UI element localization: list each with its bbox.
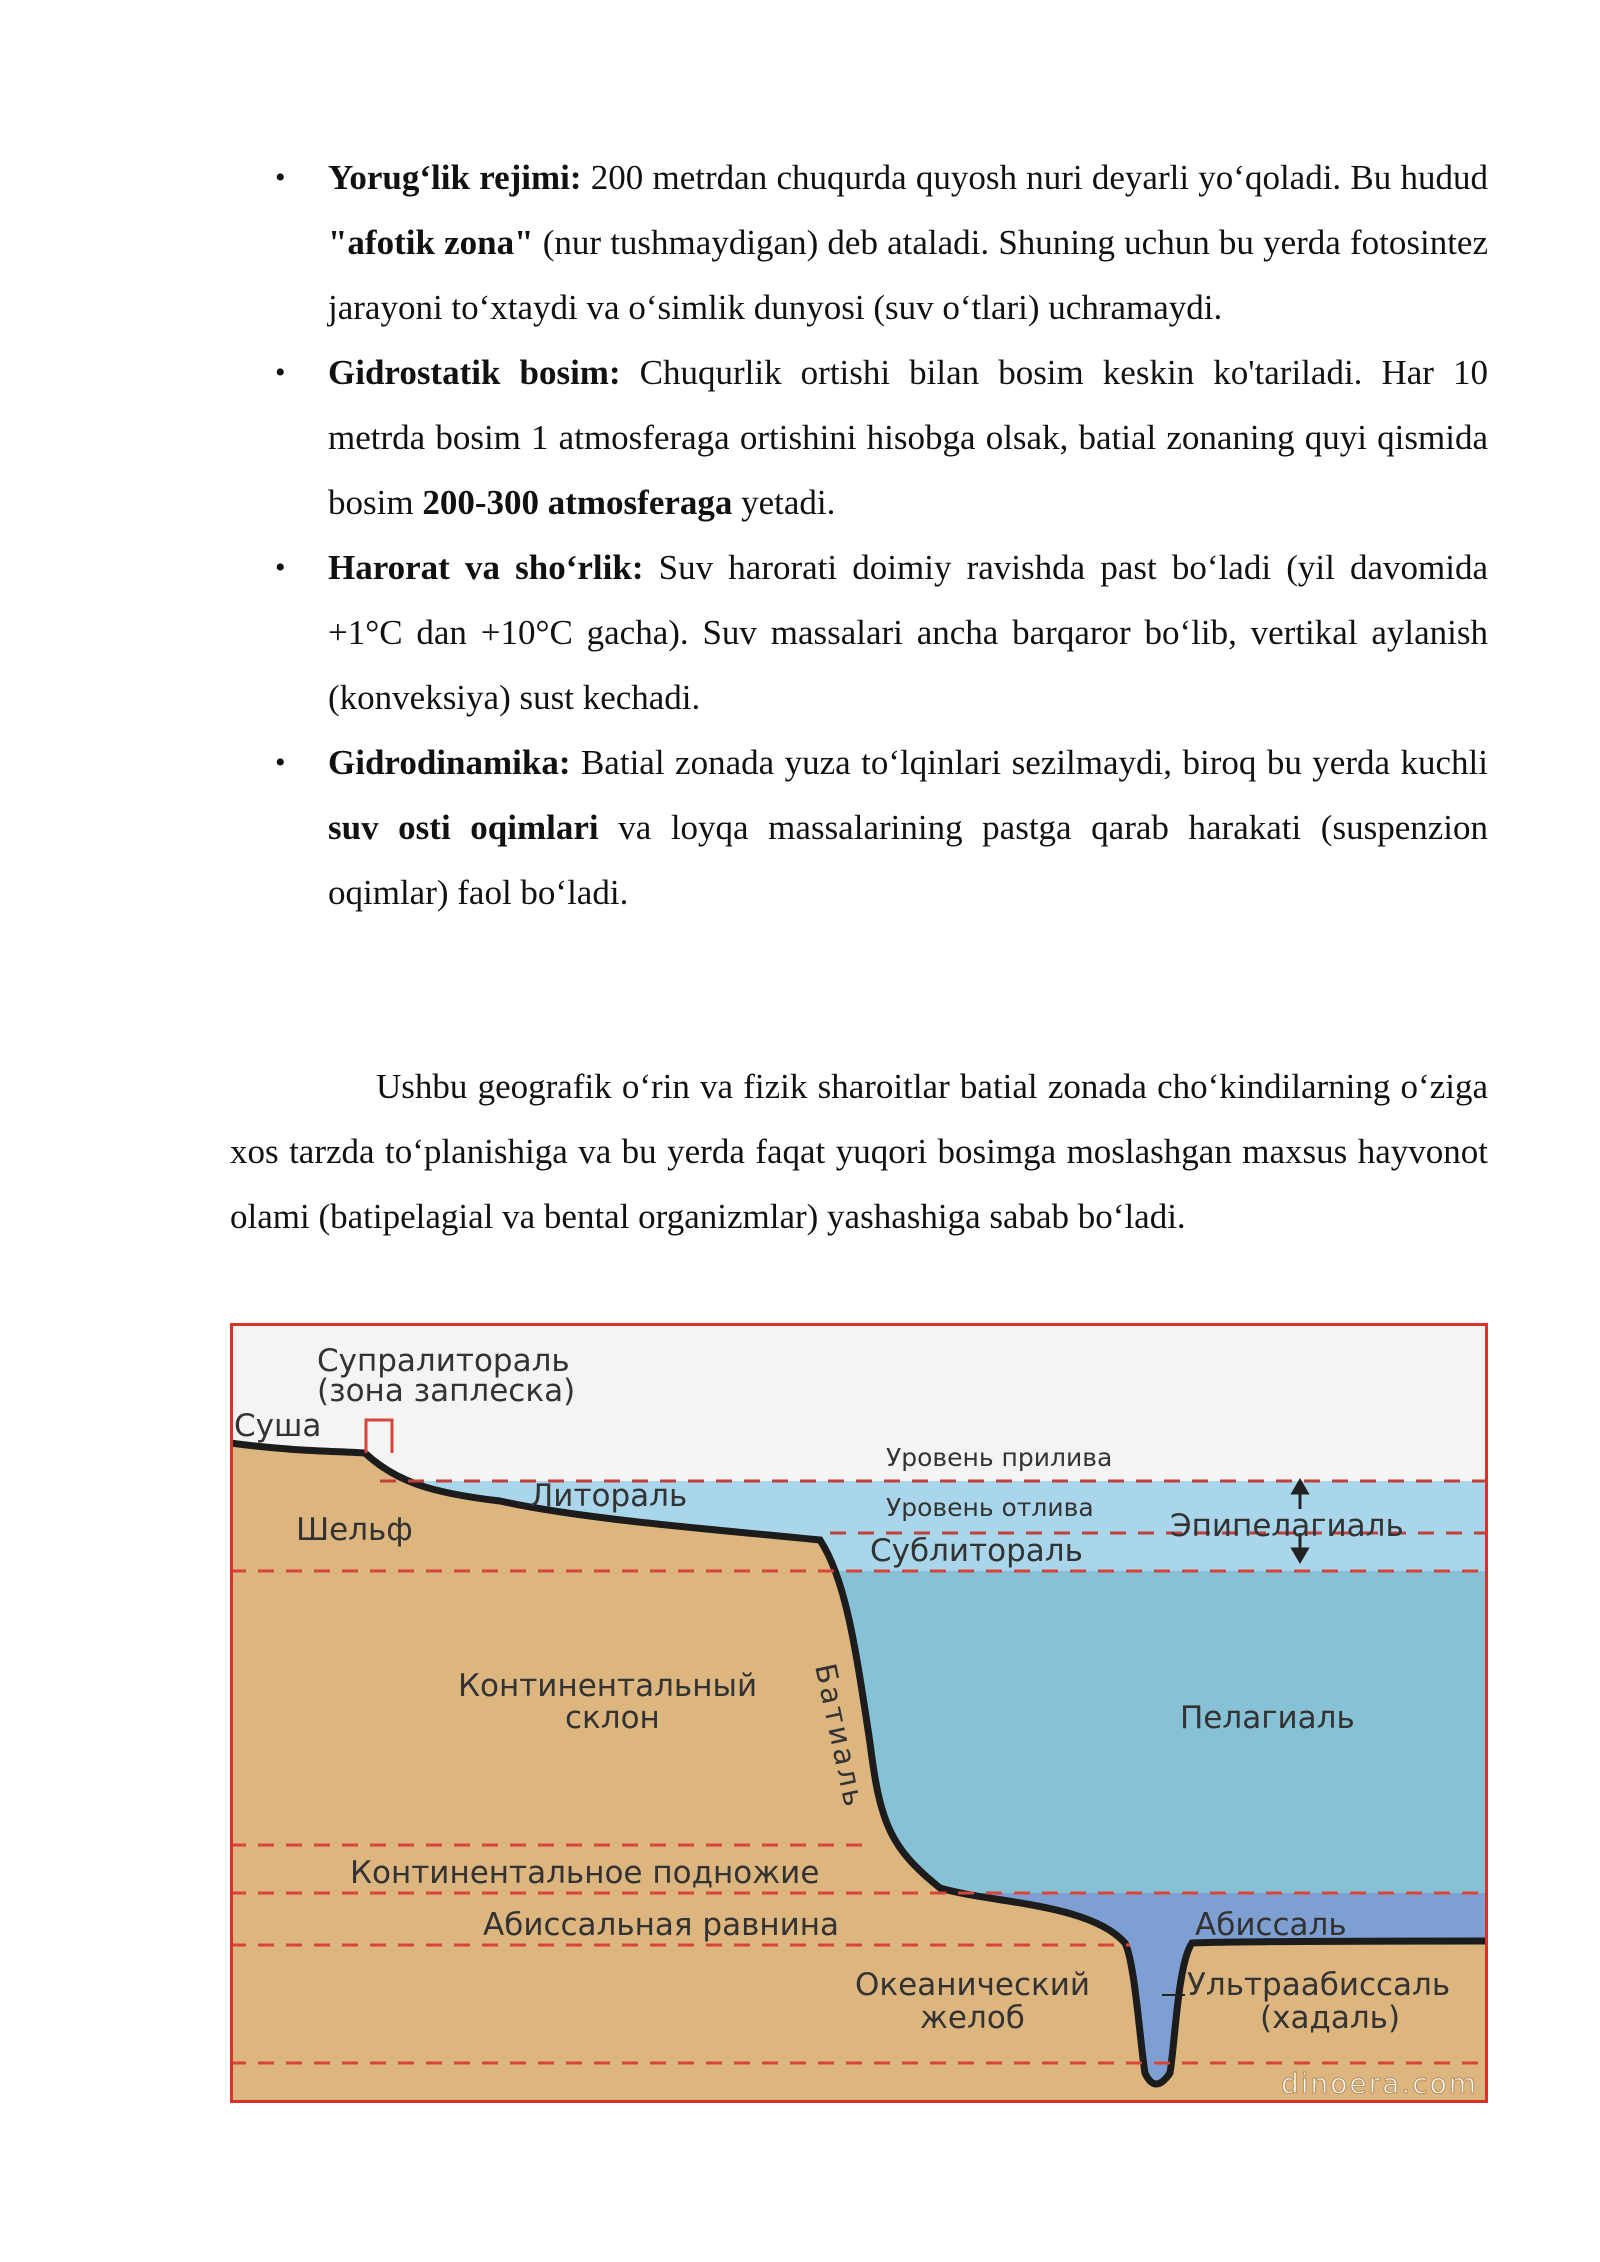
bullet-term: Harorat va sho‘rlik:	[328, 548, 644, 587]
bullet-list	[230, 145, 1488, 925]
bullet-bold-text: "afotik zona"	[328, 223, 534, 262]
label-high-tide: Уровень прилива	[886, 1443, 1113, 1472]
bullet-item	[230, 340, 1488, 535]
label-abyssal-plain: Абиссальная равнина	[483, 1907, 840, 1943]
label-trench: желоб	[920, 2000, 1025, 2036]
bullet-text: 200 metrdan chuqurda quyosh nuri deyarli yo‘qoladi. Bu hudud	[581, 158, 1488, 197]
bullet-item	[230, 145, 1488, 340]
bullet-text: va loyqa massalarining pastga qarab harakati (suspenzion oqimlar) faol bo‘ladi.	[328, 808, 1488, 912]
label-continental-slope: Континентальный	[458, 1668, 758, 1704]
bullet-bold-text: suv osti oqimlari	[328, 808, 599, 847]
label-pelagial: Пелагиаль	[1180, 1700, 1355, 1736]
bullet-dot: •	[275, 746, 286, 779]
label-low-tide: Уровень отлива	[886, 1493, 1094, 1522]
label-abyssal: Абиссаль	[1195, 1907, 1347, 1943]
label-epipelagial: Эпипелагиаль	[1170, 1508, 1404, 1544]
label-bathyal: Батиаль	[808, 1660, 873, 1813]
label-ultraabyssal: Ультраабиссаль	[1187, 1967, 1451, 2003]
label-oceanic-trench: Океанический	[855, 1967, 1091, 2003]
label-continental-rise: Континентальное подножие	[350, 1855, 820, 1891]
label-land: Суша	[234, 1408, 322, 1444]
bullet-term: Yorug‘lik rejimi:	[328, 158, 582, 197]
bullet-text: (nur tushmaydigan) deb ataladi. Shuning uchun bu yerda fotosintez jarayoni to‘xtaydi va o‘simlik dunyosi (suv o‘tlari) uchramaydi.	[328, 223, 1488, 327]
bullet-bold-text: 200-300 atmosferaga	[422, 483, 733, 522]
bullet-term: Gidrostatik bosim:	[328, 353, 621, 392]
body-paragraph: Ushbu geografik o‘rin va fizik sharoitlar batial zonada cho‘kindilarning o‘ziga xos tarzda to‘planishiga va bu yerda faqat yuqori bosimga moslashgan maxsus hayvonot olami (batipelagial va bental organizmlar) yashashiga sabab bo‘ladi.	[230, 1067, 1488, 1236]
label-slope: склон	[565, 1700, 660, 1736]
ocean-zones-diagram	[230, 1323, 1488, 2103]
bullet-text: yetadi.	[732, 483, 836, 522]
bullet-term: Gidrodinamika:	[328, 743, 571, 782]
label-hadal: (хадаль)	[1260, 2000, 1401, 2036]
bullet-item	[230, 730, 1488, 925]
label-sublittoral: Сублитораль	[870, 1533, 1083, 1569]
label-littoral: Литораль	[530, 1478, 688, 1514]
bullet-dot: •	[275, 161, 286, 194]
bullet-item	[230, 535, 1488, 730]
bullet-text: Chuqurlik ortishi bilan bosim keskin ko'tariladi. Har 10 metrda bosim 1 atmosferaga ortishini hisobga olsak, batial zonaning quyi qismida bosim	[328, 353, 1488, 522]
bullet-dot: •	[275, 551, 286, 584]
bullet-text: Batial zonada yuza to‘lqinlari sezilmaydi, biroq bu yerda kuchli	[570, 743, 1488, 782]
ocean-zones-figure	[230, 1323, 1488, 2103]
label-shelf: Шельф	[296, 1512, 413, 1548]
label-splash-zone: (зона заплеска)	[317, 1373, 576, 1409]
watermark: dinoera.com	[1280, 2067, 1478, 2100]
bullet-text: Suv harorati doimiy ravishda past bo‘ladi (yil davomida +1°C dan +10°C gacha). Suv massalari ancha barqaror bo‘lib, vertikal aylanish (konveksiya) sust kechadi.	[328, 548, 1488, 717]
bullet-dot: •	[275, 356, 286, 389]
label-supralittoral: Супралитораль	[317, 1343, 570, 1379]
